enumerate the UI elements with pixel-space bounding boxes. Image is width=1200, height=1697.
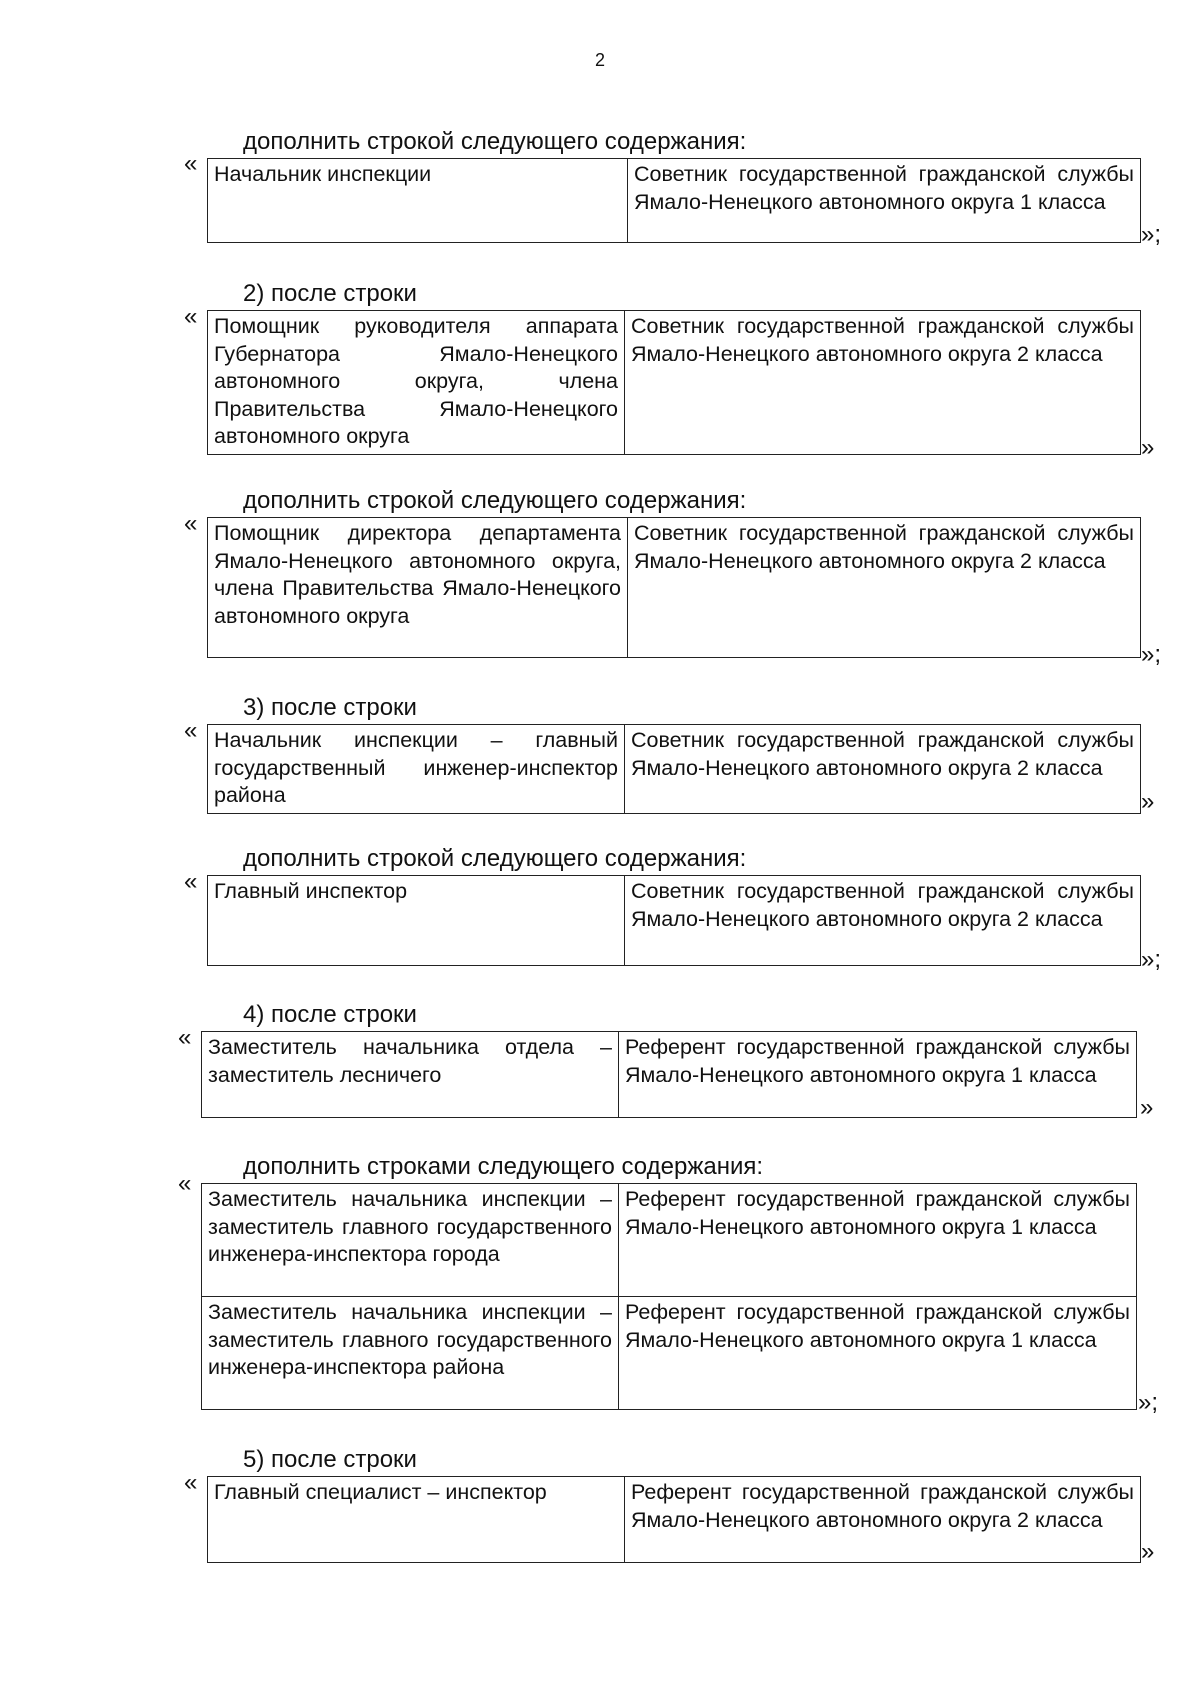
- section-heading: 3) после строки: [243, 694, 417, 721]
- section-heading: дополнить строкой следующего содержания:: [243, 845, 747, 872]
- amendment-table: [207, 517, 1141, 658]
- rank-cell: Референт государственной гражданской службы Ямало-Ненецкого автономного округа 2 класса: [625, 1477, 1141, 1563]
- rank-cell: Советник государственной гражданской службы Ямало-Ненецкого автономного округа 1 класса: [628, 159, 1141, 243]
- page-number: 2: [594, 50, 605, 70]
- position-cell: Заместитель начальника инспекции – заместитель главного государственного инженера-инспектора района: [202, 1297, 619, 1410]
- position-cell: Главный инспектор: [208, 876, 625, 966]
- amendment-table: [201, 1183, 1137, 1410]
- position-cell: Помощник директора департамента Ямало-Ненецкого автономного округа, члена Правительства Ямало-Ненецкого автономного округа: [208, 518, 628, 658]
- open-quote: «: [184, 510, 198, 537]
- section-heading: дополнить строкой следующего содержания:: [243, 487, 747, 514]
- open-quote: «: [184, 717, 198, 744]
- rank-cell: Референт государственной гражданской службы Ямало-Ненецкого автономного округа 1 класса: [619, 1184, 1137, 1297]
- amendment-table: [201, 1031, 1137, 1118]
- section-heading: 4) после строки: [243, 1001, 417, 1028]
- close-quote: »;: [1138, 1389, 1159, 1416]
- open-quote: «: [178, 1024, 192, 1051]
- close-quote: »;: [1141, 221, 1162, 248]
- table-row: [202, 1032, 1137, 1118]
- table-row: [208, 1477, 1141, 1563]
- open-quote: «: [184, 150, 198, 177]
- position-cell: Начальник инспекции: [208, 159, 628, 243]
- open-quote: «: [178, 1170, 192, 1197]
- close-quote: »: [1141, 1538, 1155, 1565]
- rank-cell: Советник государственной гражданской службы Ямало-Ненецкого автономного округа 2 класса: [625, 725, 1141, 814]
- section-heading: 2) после строки: [243, 280, 417, 307]
- rank-cell: Советник государственной гражданской службы Ямало-Ненецкого автономного округа 2 класса: [625, 876, 1141, 966]
- table-row: [208, 725, 1141, 814]
- rank-cell: Советник государственной гражданской службы Ямало-Ненецкого автономного округа 2 класса: [625, 311, 1141, 455]
- table-row: [208, 876, 1141, 966]
- position-cell: Начальник инспекции – главный государственный инженер-инспектор района: [208, 725, 625, 814]
- section-heading: 5) после строки: [243, 1446, 417, 1473]
- section-heading: дополнить строками следующего содержания:: [243, 1153, 764, 1180]
- position-cell: Помощник руководителя аппарата Губернатора Ямало-Ненецкого автономного округа, члена Правительства Ямало-Ненецкого автономного округа: [208, 311, 625, 455]
- table-row: [202, 1184, 1137, 1297]
- close-quote: »: [1140, 1094, 1154, 1121]
- table-row: [202, 1297, 1137, 1410]
- open-quote: «: [184, 303, 198, 330]
- amendment-table: [207, 875, 1141, 966]
- close-quote: »: [1141, 434, 1155, 461]
- table-row: [208, 311, 1141, 455]
- amendment-table: [207, 310, 1141, 455]
- position-cell: Заместитель начальника отдела – заместитель лесничего: [202, 1032, 619, 1118]
- table-row: [208, 518, 1141, 658]
- open-quote: «: [184, 1469, 198, 1496]
- rank-cell: Советник государственной гражданской службы Ямало-Ненецкого автономного округа 2 класса: [628, 518, 1141, 658]
- rank-cell: Референт государственной гражданской службы Ямало-Ненецкого автономного округа 1 класса: [619, 1297, 1137, 1410]
- amendment-table: [207, 158, 1141, 243]
- table-row: [208, 159, 1141, 243]
- close-quote: »;: [1141, 946, 1162, 973]
- rank-cell: Референт государственной гражданской службы Ямало-Ненецкого автономного округа 1 класса: [619, 1032, 1137, 1118]
- open-quote: «: [184, 868, 198, 895]
- section-heading: дополнить строкой следующего содержания:: [243, 128, 747, 155]
- close-quote: »: [1141, 788, 1155, 815]
- position-cell: Заместитель начальника инспекции – заместитель главного государственного инженера-инспектора города: [202, 1184, 619, 1297]
- amendment-table: [207, 1476, 1141, 1563]
- close-quote: »;: [1141, 641, 1162, 668]
- position-cell: Главный специалист – инспектор: [208, 1477, 625, 1563]
- amendment-table: [207, 724, 1141, 814]
